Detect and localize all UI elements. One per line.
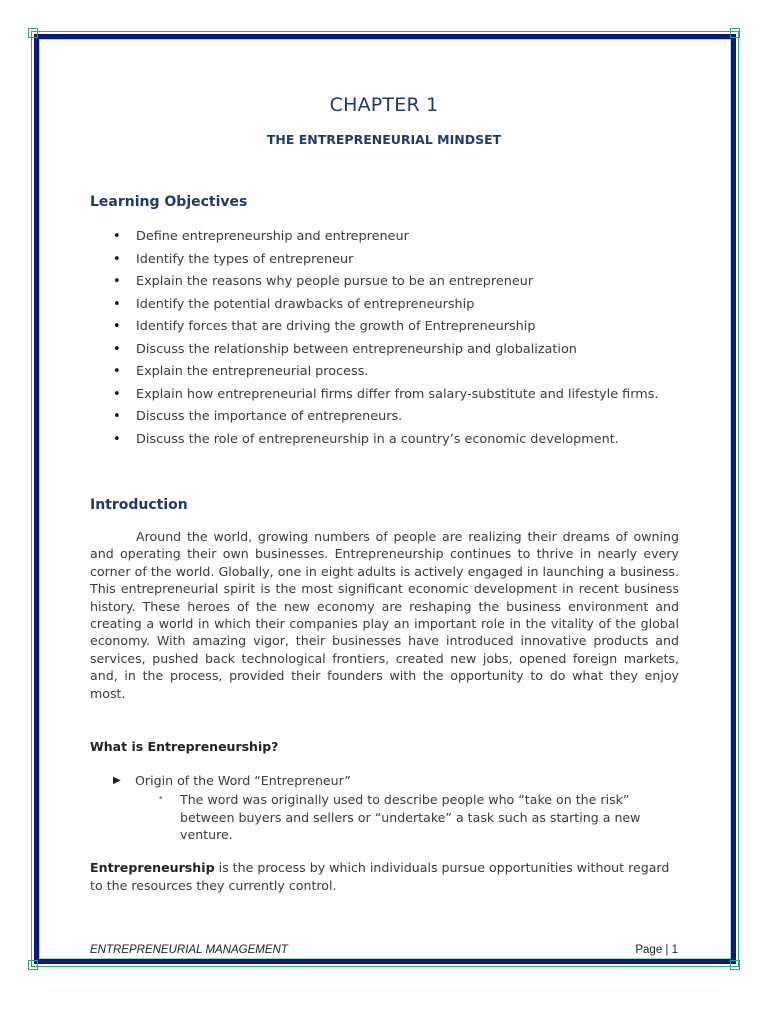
corner-ornament-bottom-right bbox=[730, 960, 740, 970]
bullet-icon: • bbox=[113, 229, 121, 244]
origin-label: Origin of the Word “Entrepreneur” bbox=[135, 773, 351, 788]
chapter-title: THE ENTREPRENEURIAL MINDSET bbox=[266, 132, 502, 147]
list-item: • Discuss the role of entrepreneurship in a country’s economic development. bbox=[110, 430, 658, 453]
introduction-heading: Introduction bbox=[90, 497, 188, 513]
bullet-icon: • bbox=[113, 431, 121, 447]
triangle-bullet-icon: ▶ bbox=[113, 775, 121, 786]
origin-description: The word was originally used to describe people who “take on the risk” between buyers and sellers or “undertake” a task such as starting a new venture. bbox=[180, 792, 641, 843]
introduction-paragraph: Around the world, growing numbers of people are realizing their dreams of owning and operating their own businesses. Entrepreneurship continues to thrive in nearly every corner of the world. Globally, one in eight adults is actively engaged in launching a business. This entrepreneurial spirit is the most significant economic development in recent business history. These heroes of the new economy are reshaping the business environment and creating a world in which their companies play an important role in the vitality of the global economy. With amazing vigor, their businesses have introduced innovative products and services, pushed back technological frontiers, created new jobs, opened foreign markets, and, in the process, provided their founders with the opportunity to do what they enjoy most. bbox=[90, 529, 679, 701]
list-item: • Identify the types of entrepreneur bbox=[110, 250, 658, 273]
definition-term: Entrepreneurship bbox=[90, 860, 215, 875]
bullet-icon: • bbox=[113, 386, 121, 402]
entrepreneurship-definition bbox=[90, 859, 685, 895]
corner-ornament-bottom-left bbox=[28, 960, 38, 970]
corner-ornament-top-left bbox=[28, 28, 38, 38]
bullet-icon: • bbox=[113, 319, 121, 334]
what-is-entrepreneurship-heading: What is Entrepreneurship? bbox=[90, 739, 279, 754]
list-item: • Explain the entrepreneurial process. bbox=[110, 362, 658, 385]
list-item: • Discuss the importance of entrepreneurs. bbox=[110, 407, 658, 430]
bullet-icon: • bbox=[113, 341, 121, 357]
definition-text: is the process by which individuals pursue opportunities without regard to the resources they currently control. bbox=[90, 860, 670, 893]
bullet-icon: • bbox=[113, 364, 121, 379]
footer-course-title: ENTREPRENEURIAL MANAGEMENT bbox=[90, 944, 288, 956]
bullet-icon: • bbox=[113, 409, 121, 424]
list-item: • Identify forces that are driving the growth of Entrepreneurship bbox=[110, 317, 658, 340]
list-item: • Define entrepreneurship and entrepreneur bbox=[110, 227, 658, 250]
footer-page-number: Page | 1 bbox=[635, 944, 678, 956]
corner-ornament-top-right bbox=[730, 28, 740, 38]
list-item: • Explain how entrepreneurial firms differ from salary-substitute and lifestyle firms. bbox=[110, 385, 658, 408]
bullet-icon: • bbox=[113, 274, 121, 289]
list-item: • Discuss the relationship between entrepreneurship and globalization bbox=[110, 340, 658, 363]
bullet-icon: • bbox=[113, 296, 121, 312]
sub-bullet-icon: • bbox=[158, 794, 164, 804]
list-item: • Explain the reasons why people pursue to be an entrepreneur bbox=[110, 272, 658, 295]
learning-objectives-heading: Learning Objectives bbox=[90, 194, 248, 210]
bullet-icon: • bbox=[113, 251, 121, 267]
chapter-number: CHAPTER 1 bbox=[329, 94, 439, 116]
list-item: • Identify the potential drawbacks of entrepreneurship bbox=[110, 295, 658, 318]
learning-objectives-list bbox=[110, 227, 658, 452]
